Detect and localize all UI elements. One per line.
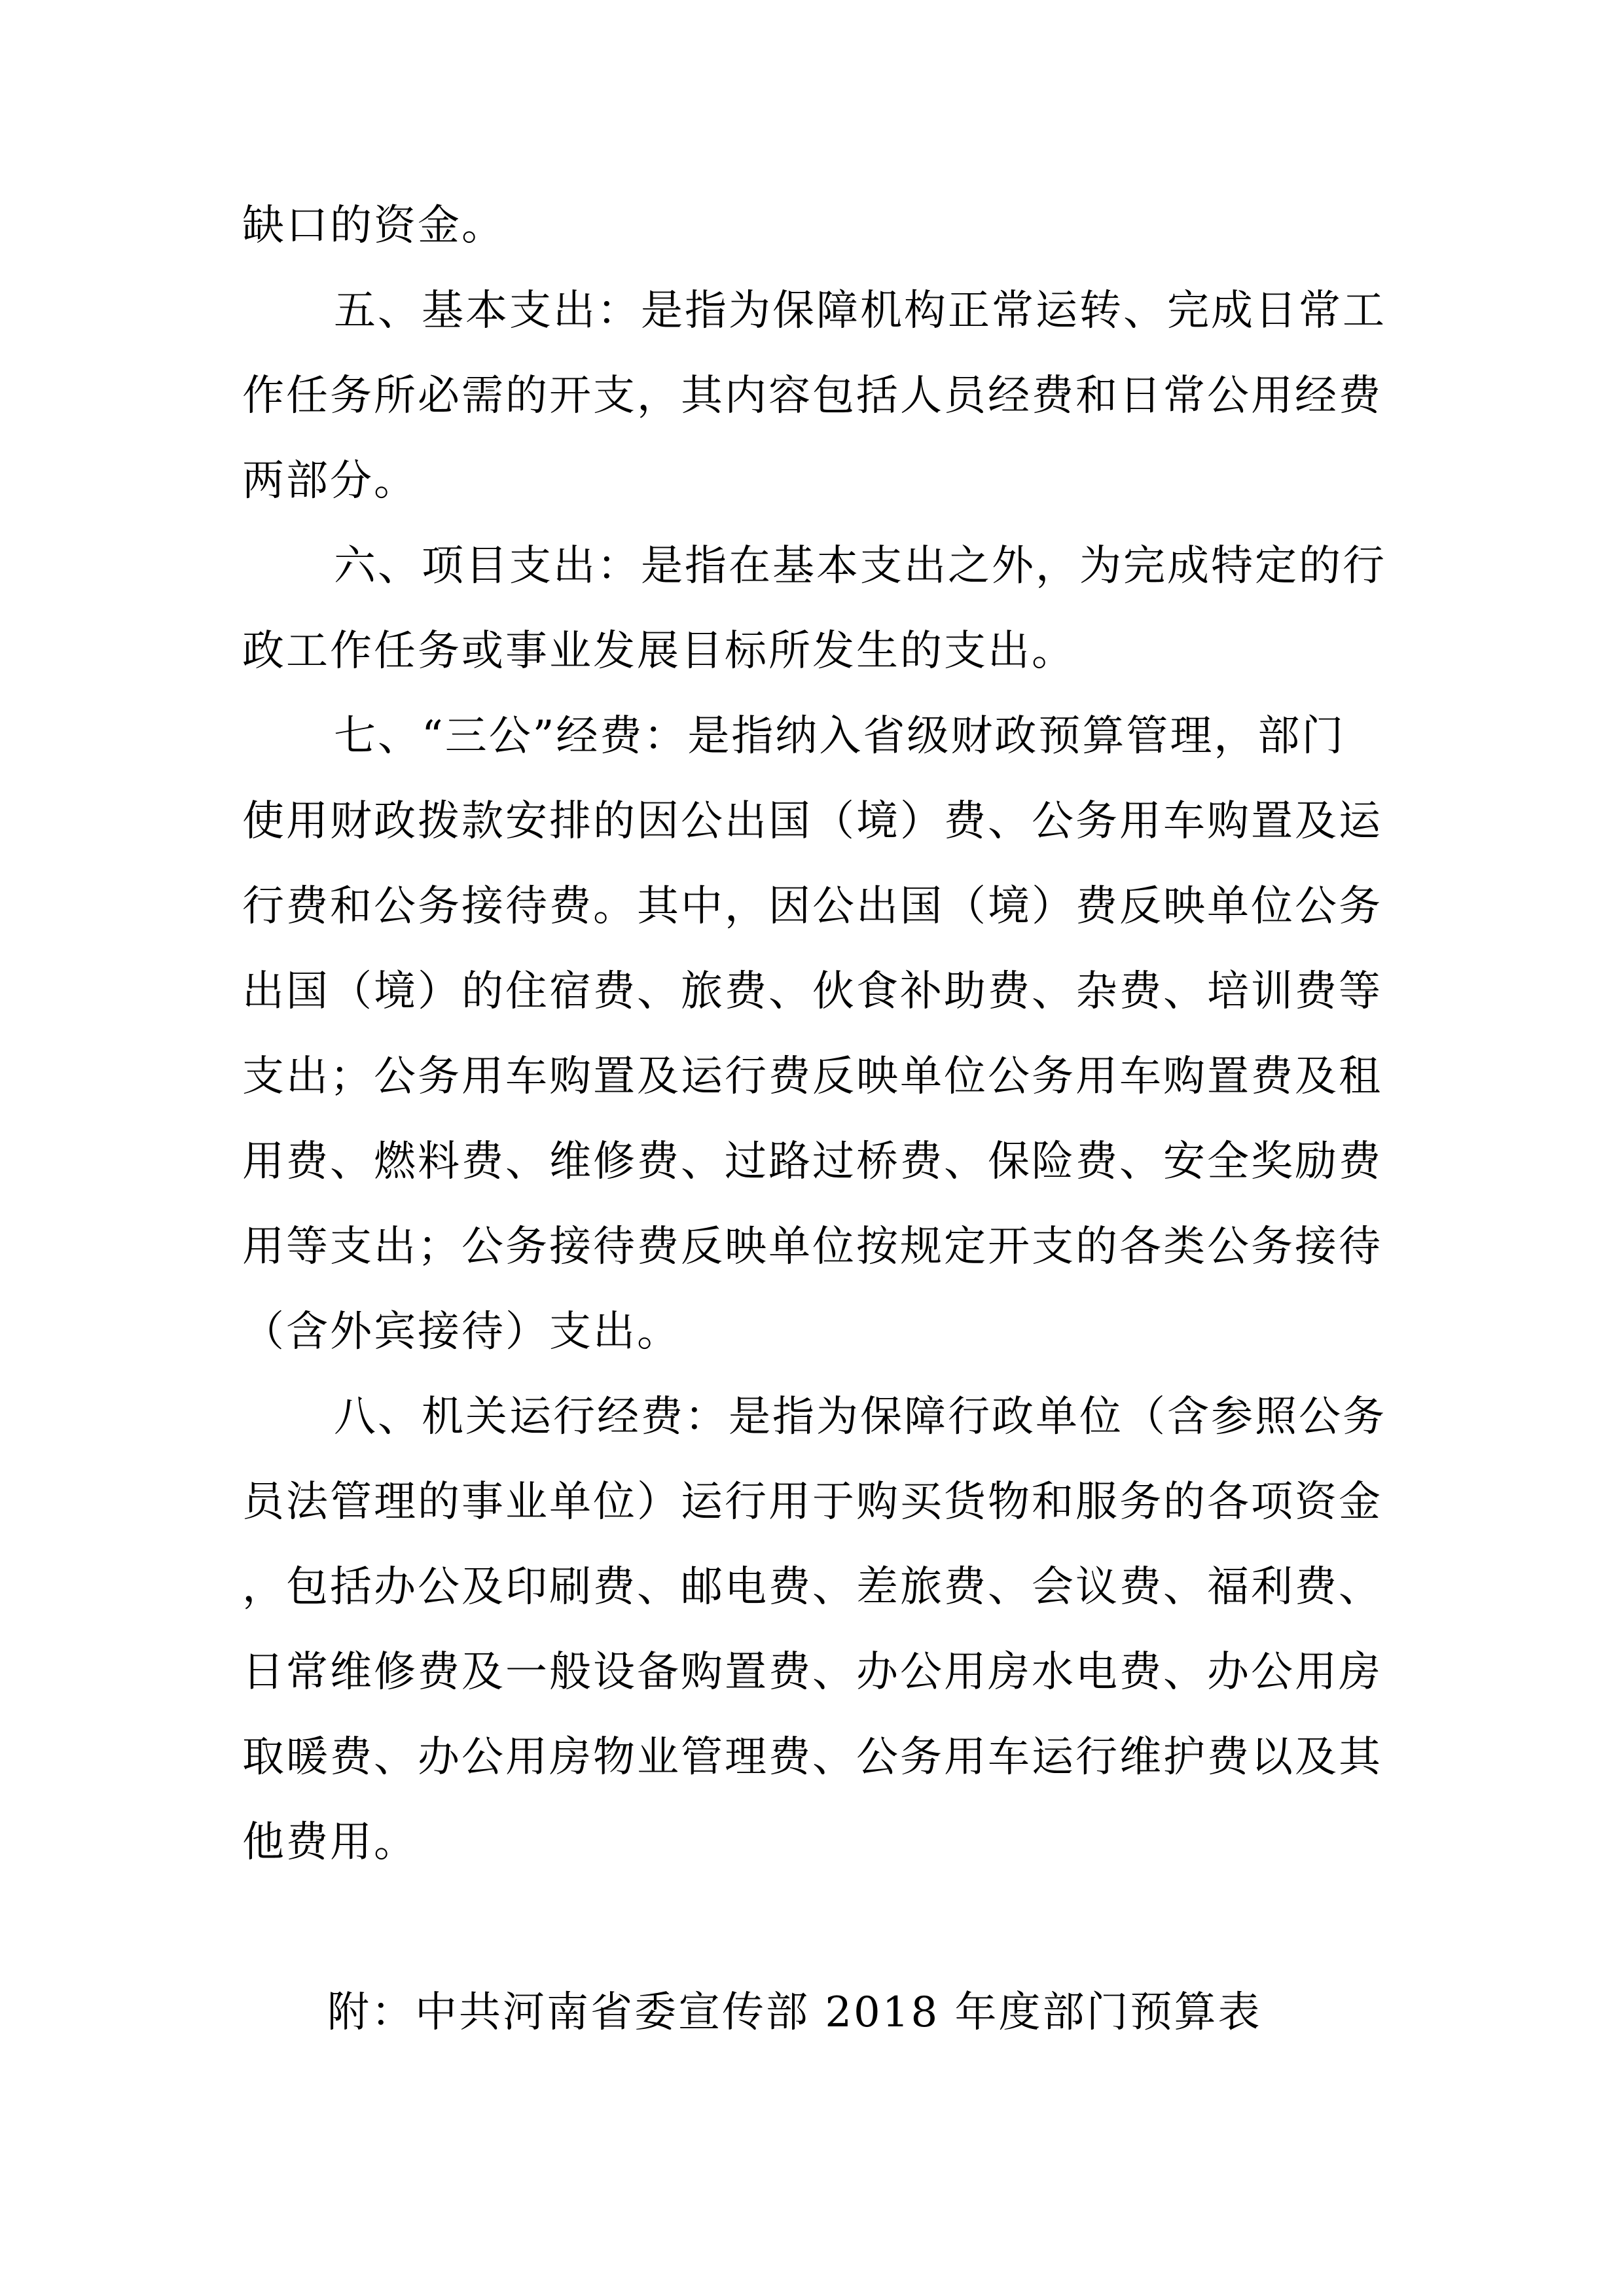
document-line: 日常维修费及一般设备购置费、办公用房水电费、办公用房 [242,1648,1382,1696]
document-line: 支出；公务用车购置及运行费反映单位公务用车购置费及租 [242,1052,1382,1101]
document-body [242,183,1394,2055]
document-line: 出国（境）的住宿费、旅费、伙食补助费、杂费、培训费等 [242,967,1382,1016]
document-line: 作任务所必需的开支，其内容包括人员经费和日常公用经费 [242,372,1382,420]
document-line: 行费和公务接待费。其中，因公出国（境）费反映单位公务 [242,882,1382,931]
document-line: 用费、燃料费、维修费、过路过桥费、保险费、安全奖励费 [242,1138,1382,1186]
document-line: 取暖费、办公用房物业管理费、公务用车运行维护费以及其 [242,1733,1382,1782]
document-line: 政工作任务或事业发展目标所发生的支出。 [242,627,1075,675]
document-line-paragraph-5-start: 五、基本支出：是指为保障机构正常运转、完成日常工 [334,287,1386,335]
document-line: 员法管理的事业单位）运行用于购买货物和服务的各项资金 [242,1478,1382,1526]
document-line: 缺口的资金。 [242,202,505,250]
document-line-paragraph-8-start: 八、机关运行经费：是指为保障行政单位（含参照公务 [334,1393,1386,1441]
document-line-paragraph-7-start: 七、“三公”经费：是指纳入省级财政预算管理，部门 [334,712,1346,761]
document-line: （含外宾接待）支出。 [242,1308,681,1356]
document-line: ，包括办公及印刷费、邮电费、差旅费、会议费、福利费、 [242,1563,1382,1611]
document-line-paragraph-6-start: 六、项目支出：是指在基本支出之外，为完成特定的行 [334,542,1386,590]
document-line: 两部分。 [242,457,418,505]
document-line: 用等支出；公务接待费反映单位按规定开支的各类公务接待 [242,1223,1382,1271]
attachment-reference-line: 附：中共河南省委宣传部 2018 年度部门预算表 [327,1988,1262,2037]
document-line: 他费用。 [242,1818,418,1867]
document-line: 使用财政拨款安排的因公出国（境）费、公务用车购置及运 [242,797,1382,846]
